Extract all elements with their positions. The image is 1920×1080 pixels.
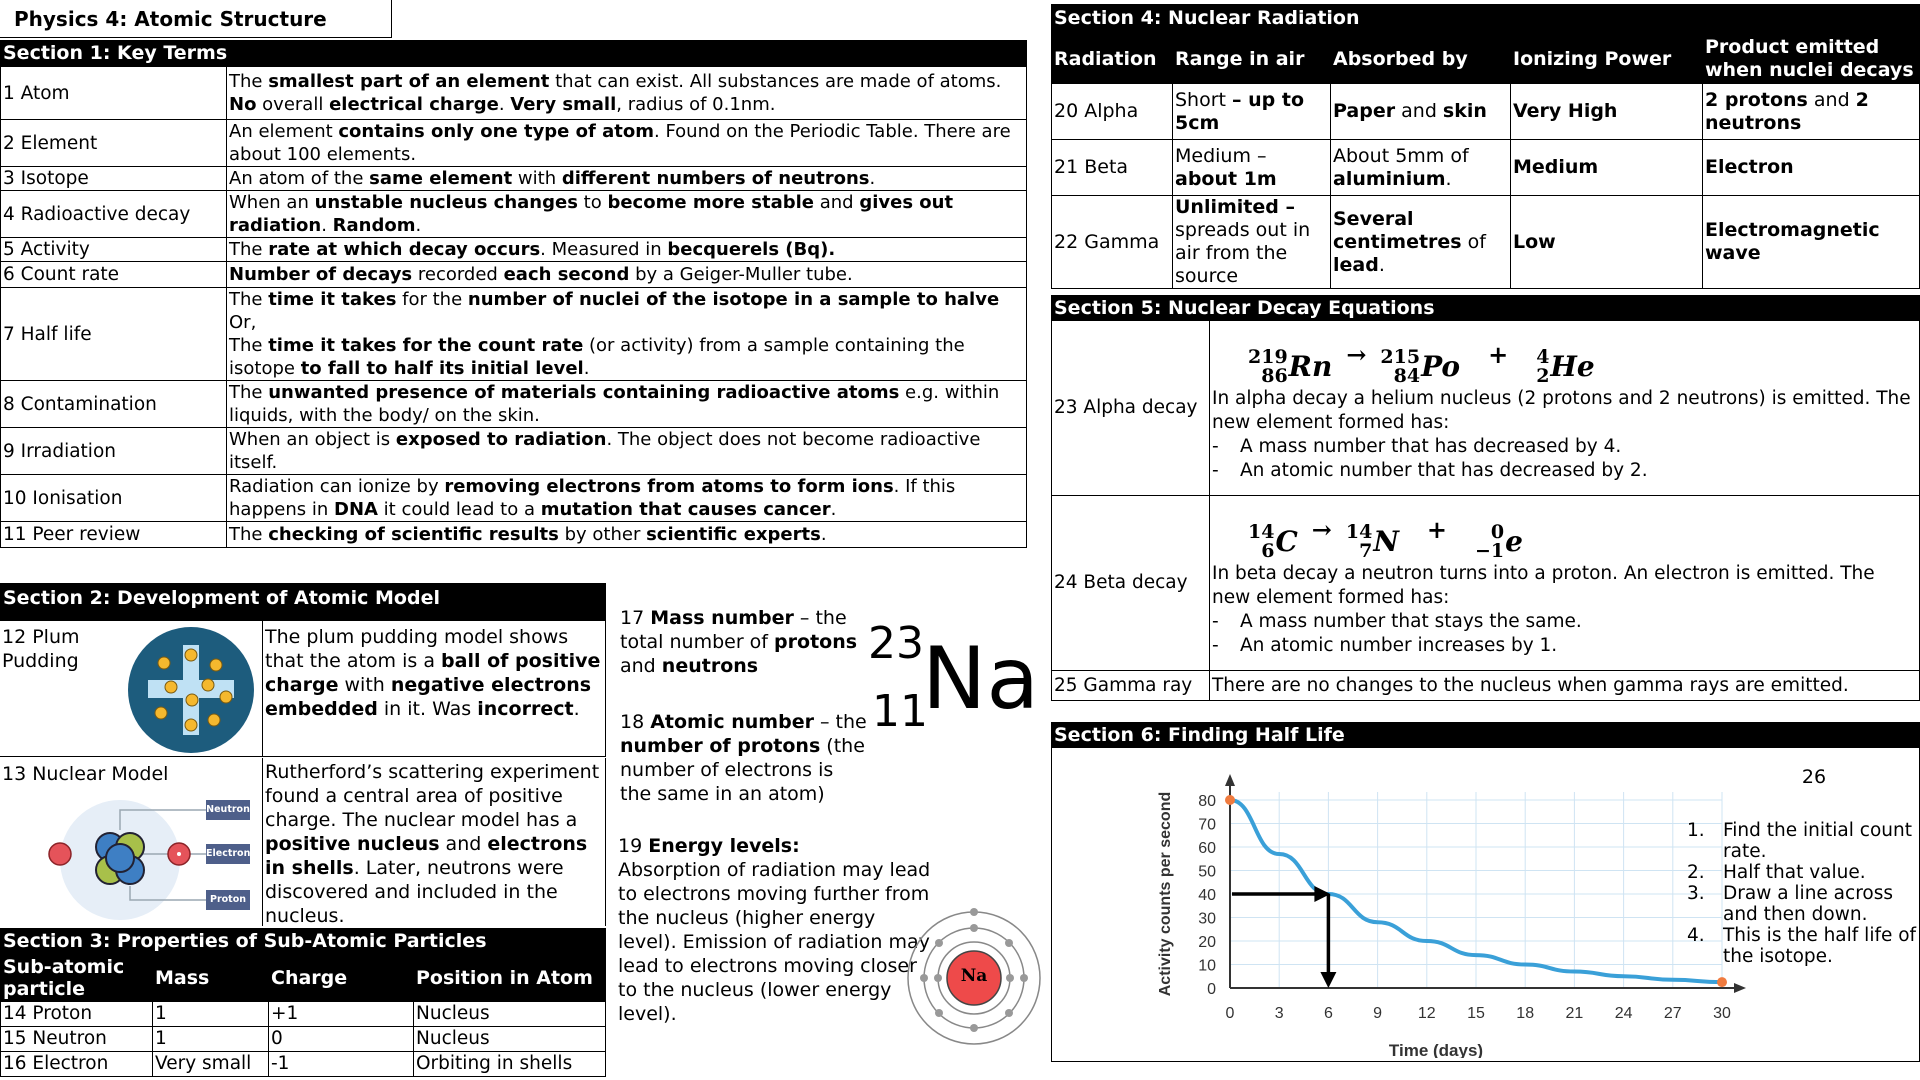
table-cell: Very High xyxy=(1511,84,1703,140)
key-term-name: 4 Radioactive decay xyxy=(1,191,227,238)
table-cell: 1 xyxy=(153,1027,269,1052)
key-term-row xyxy=(1,475,1027,522)
table-cell: Very small xyxy=(153,1052,269,1077)
y-tick-label: 0 xyxy=(1207,981,1216,998)
x-tick-label: 27 xyxy=(1663,1005,1682,1022)
step-item: 3. Draw a line across and then down. xyxy=(1687,883,1893,925)
key-term-definition: When an object is exposed to radiation. The object does not become radioactive itself. xyxy=(227,428,1027,475)
section-6-number: 26 xyxy=(1801,766,1827,788)
table-cell: Orbiting in shells xyxy=(414,1052,606,1077)
half-life-panel xyxy=(1051,748,1920,1062)
table-cell: Medium xyxy=(1511,140,1703,196)
atomic-number-text: 18 Atomic number – the number of protons (the number of electrons is the same in an atom) xyxy=(620,711,867,805)
table-row xyxy=(1,1002,606,1027)
gamma-ray-definition: There are no changes to the nucleus when gamma rays are emitted. xyxy=(1210,671,1920,701)
table-cell: Short – up to 5cm xyxy=(1173,84,1331,140)
key-term-row xyxy=(1,238,1027,262)
table-row xyxy=(1052,196,1920,289)
table-cell: Low xyxy=(1511,196,1703,289)
nuclide: 215 84 Po xyxy=(1380,345,1461,387)
x-tick-label: 12 xyxy=(1417,1005,1436,1022)
x-tick-label: 21 xyxy=(1565,1005,1584,1022)
table-cell: +1 xyxy=(269,1002,414,1027)
key-term-row xyxy=(1,120,1027,167)
section-5-header: Section 5: Nuclear Decay Equations xyxy=(1051,295,1920,321)
table-cell: 22 Gamma xyxy=(1052,196,1173,289)
decay-equations-table xyxy=(1051,320,1920,701)
table-cell: 15 Neutron xyxy=(1,1027,153,1052)
key-term-row xyxy=(1,191,1027,238)
table-cell: Paper and skin xyxy=(1331,84,1511,140)
section-2-header: Section 2: Development of Atomic Model xyxy=(0,583,606,621)
key-term-definition: The unwanted presence of materials containing radioactive atoms e.g. within liquids, with the body/ on the skin. xyxy=(227,381,1027,428)
model-nuclear-row xyxy=(0,758,606,926)
key-term-name: 1 Atom xyxy=(1,67,227,120)
arrow-icon: → xyxy=(1346,339,1367,369)
x-tick-label: 6 xyxy=(1323,1005,1333,1022)
key-term-name: 10 Ionisation xyxy=(1,475,227,522)
mass-number-text: 17 Mass number – the total number of protons and neutrons xyxy=(620,607,858,677)
table-cell: About 5mm of aluminium. xyxy=(1331,140,1511,196)
x-tick-label: 9 xyxy=(1373,1005,1383,1022)
key-term-name: 2 Element xyxy=(1,120,227,167)
y-axis-arrow-icon xyxy=(1225,774,1235,786)
nuclear-model-definition: Rutherford’s scattering experiment found a central area of positive charge. The nuclear model has a positive nucleus and electrons in shells. Later, neutrons were discovered and included in the nucleus. xyxy=(265,761,600,927)
y-tick-label: 70 xyxy=(1198,816,1216,834)
key-term-definition: Radiation can ionize by removing electrons from atoms to form ions. If this happens in DNA it could lead to a mutation that causes cancer. xyxy=(227,475,1027,522)
start-point xyxy=(1225,795,1235,805)
arrow-icon: → xyxy=(1311,514,1332,544)
half-life-chart xyxy=(1142,758,1762,1058)
key-term-name: 11 Peer review xyxy=(1,522,227,548)
y-tick-label: 40 xyxy=(1198,887,1216,904)
key-term-definition: When an unstable nucleus changes to become more stable and gives out radiation. Random. xyxy=(227,191,1027,238)
y-tick-label: 60 xyxy=(1198,840,1216,857)
key-term-name: 7 Half life xyxy=(1,288,227,381)
table-cell: Electron xyxy=(1703,140,1920,196)
y-tick-label: 50 xyxy=(1198,863,1216,881)
key-term-row xyxy=(1,262,1027,288)
x-tick-label: 15 xyxy=(1467,1005,1485,1022)
alpha-decay-description: In alpha decay a helium nucleus (2 protons and 2 neutrons) is emitted. The new element formed has: - A mass number that has decreased by 4. - An atomic number that has decreased by 2. xyxy=(1212,387,1911,481)
key-term-row xyxy=(1,381,1027,428)
y-tick-label: 80 xyxy=(1198,793,1216,810)
x-tick-label: 3 xyxy=(1274,1005,1284,1022)
nuclide: 14 7 N xyxy=(1345,520,1399,562)
x-tick-label: 18 xyxy=(1516,1005,1535,1022)
key-term-name: 8 Contamination xyxy=(1,381,227,428)
end-point xyxy=(1717,977,1727,987)
table-row xyxy=(1,1052,606,1077)
x-tick-label: 0 xyxy=(1225,1005,1235,1022)
na-mass-number: 23 xyxy=(868,618,924,669)
nuclide: 14 6 C xyxy=(1248,520,1298,562)
column-header: Range in air xyxy=(1173,35,1331,84)
y-tick-label: 10 xyxy=(1198,957,1216,975)
step-item: 1. Find the initial count rate. xyxy=(1687,820,1912,862)
key-term-definition: Number of decays recorded each second by a Geiger-Muller tube. xyxy=(227,262,1027,288)
table-cell: 16 Electron xyxy=(1,1052,153,1077)
plum-pudding-definition: The plum pudding model shows that the atom is a ball of positive charge with negative electrons embedded in it. Was incorrect. xyxy=(265,626,601,720)
step-item: 2. Half that value. xyxy=(1687,862,1866,883)
table-cell: 20 Alpha xyxy=(1052,84,1173,140)
section-4-header: Section 4: Nuclear Radiation xyxy=(1051,4,1920,34)
section-1-header: Section 1: Key Terms xyxy=(0,40,1027,66)
column-header: Charge xyxy=(269,955,414,1002)
section-3-header: Section 3: Properties of Sub-Atomic Particles xyxy=(0,928,606,954)
key-term-definition: An element contains only one type of atom. Found on the Periodic Table. There are about 100 elements. xyxy=(227,120,1027,167)
beta-decay-term: 24 Beta decay xyxy=(1052,496,1210,671)
table-cell: Medium – about 1m xyxy=(1173,140,1331,196)
table-cell: 1 xyxy=(153,1002,269,1027)
na-atomic-number: 11 xyxy=(872,686,928,737)
y-axis-label: Activity counts per second xyxy=(1157,791,1174,997)
plum-pudding-diagram xyxy=(126,625,256,755)
half-life-steps xyxy=(1687,820,1917,967)
key-term-definition: An atom of the same element with different numbers of neutrons. xyxy=(227,167,1027,191)
alpha-decay-equation: 219 86 Rn → 215 84 Po + 4 2 He xyxy=(1248,339,1595,387)
nuclide: 219 86 Rn xyxy=(1248,345,1333,387)
na-symbol: Na xyxy=(922,629,1040,729)
page-title: Physics 4: Atomic Structure xyxy=(0,0,392,38)
beta-decay-equation: 14 6 C → 14 7 N + 0 −1 e xyxy=(1248,514,1523,562)
nuclide: 4 2 He xyxy=(1536,345,1595,387)
table-cell: Nucleus xyxy=(414,1002,606,1027)
column-header: Sub-atomic particle xyxy=(1,955,153,1002)
column-header: Radiation xyxy=(1052,35,1173,84)
table-cell: -1 xyxy=(269,1052,414,1077)
proton-label: Proton xyxy=(209,894,246,905)
key-term-definition: The smallest part of an element that can exist. All substances are made of atoms. No overall electrical charge. Very small, radius of 0.1nm. xyxy=(227,67,1027,120)
x-axis-label: Time (days) xyxy=(1388,1041,1484,1058)
column-header: Mass xyxy=(153,955,269,1002)
key-term-name: 6 Count rate xyxy=(1,262,227,288)
section-6-header: Section 6: Finding Half Life xyxy=(1051,722,1920,748)
plum-pudding-term: 12 Plum Pudding xyxy=(2,626,80,672)
electron-label: Electron xyxy=(206,848,251,859)
x-tick-label: 30 xyxy=(1713,1005,1731,1022)
key-term-row xyxy=(1,167,1027,191)
energy-levels-text: Absorption of radiation may lead to electrons moving further from the nucleus (higher energy level). Emission of radiation may lead to electrons moving closer to the nucleus (lower energy level). xyxy=(618,859,931,1025)
table-cell: 14 Proton xyxy=(1,1002,153,1027)
key-term-name: 3 Isotope xyxy=(1,167,227,191)
table-row xyxy=(1,1027,606,1052)
column-header: Ionizing Power xyxy=(1511,35,1703,84)
key-term-row xyxy=(1,67,1027,120)
key-terms-table xyxy=(0,66,1027,548)
x-axis-arrow-icon xyxy=(1734,983,1746,993)
table-cell: 2 protons and 2 neutrons xyxy=(1703,84,1920,140)
neutron-label: Neutron xyxy=(206,804,250,815)
key-term-name: 5 Activity xyxy=(1,238,227,262)
key-term-definition: The checking of scientific results by other scientific experts. xyxy=(227,522,1027,548)
table-row xyxy=(1052,84,1920,140)
alpha-decay-term: 23 Alpha decay xyxy=(1052,321,1210,496)
y-tick-label: 30 xyxy=(1198,910,1216,928)
table-cell: Several centimetres of lead. xyxy=(1331,196,1511,289)
table-cell: Nucleus xyxy=(414,1027,606,1052)
nuclide: 0 −1 e xyxy=(1475,520,1523,562)
gamma-ray-term: 25 Gamma ray xyxy=(1052,671,1210,701)
table-cell: 0 xyxy=(269,1027,414,1052)
key-term-row xyxy=(1,522,1027,548)
beta-decay-description: In beta decay a neutron turns into a proton. An electron is emitted. The new element formed has: - A mass number that stays the same. - An atomic number increases by 1. xyxy=(1212,562,1875,656)
key-term-definition: The time it takes for the number of nuclei of the isotope in a sample to halve Or, The time it takes for the count rate (or activity) from a sample containing the isotope to fall to half its initial level. xyxy=(227,288,1027,381)
table-cell: 21 Beta xyxy=(1052,140,1173,196)
column-header: Product emitted when nuclei decays xyxy=(1703,35,1920,84)
table-row xyxy=(1052,140,1920,196)
key-term-row xyxy=(1,288,1027,381)
nuclear-radiation-table xyxy=(1051,34,1920,289)
key-term-row xyxy=(1,428,1027,475)
table-cell: Electromagnetic wave xyxy=(1703,196,1920,289)
column-header: Absorbed by xyxy=(1331,35,1511,84)
y-tick-label: 20 xyxy=(1198,934,1216,951)
energy-levels-title: 19 Energy levels: xyxy=(618,835,800,857)
step-item: 4. This is the half life of the isotope. xyxy=(1687,925,1917,967)
sub-atomic-table xyxy=(0,954,606,1077)
key-term-name: 9 Irradiation xyxy=(1,428,227,475)
sodium-shell-label: Na xyxy=(960,966,988,986)
arrow-down-icon xyxy=(1320,972,1336,988)
key-term-definition: The rate at which decay occurs. Measured in becquerels (Bq). xyxy=(227,238,1027,262)
nuclear-model-term: 13 Nuclear Model xyxy=(2,763,169,785)
model-plum-pudding-row xyxy=(0,621,606,757)
x-tick-label: 24 xyxy=(1614,1005,1633,1022)
table-cell: Unlimited – spreads out in air from the source xyxy=(1173,196,1331,289)
column-header: Position in Atom xyxy=(414,955,606,1002)
